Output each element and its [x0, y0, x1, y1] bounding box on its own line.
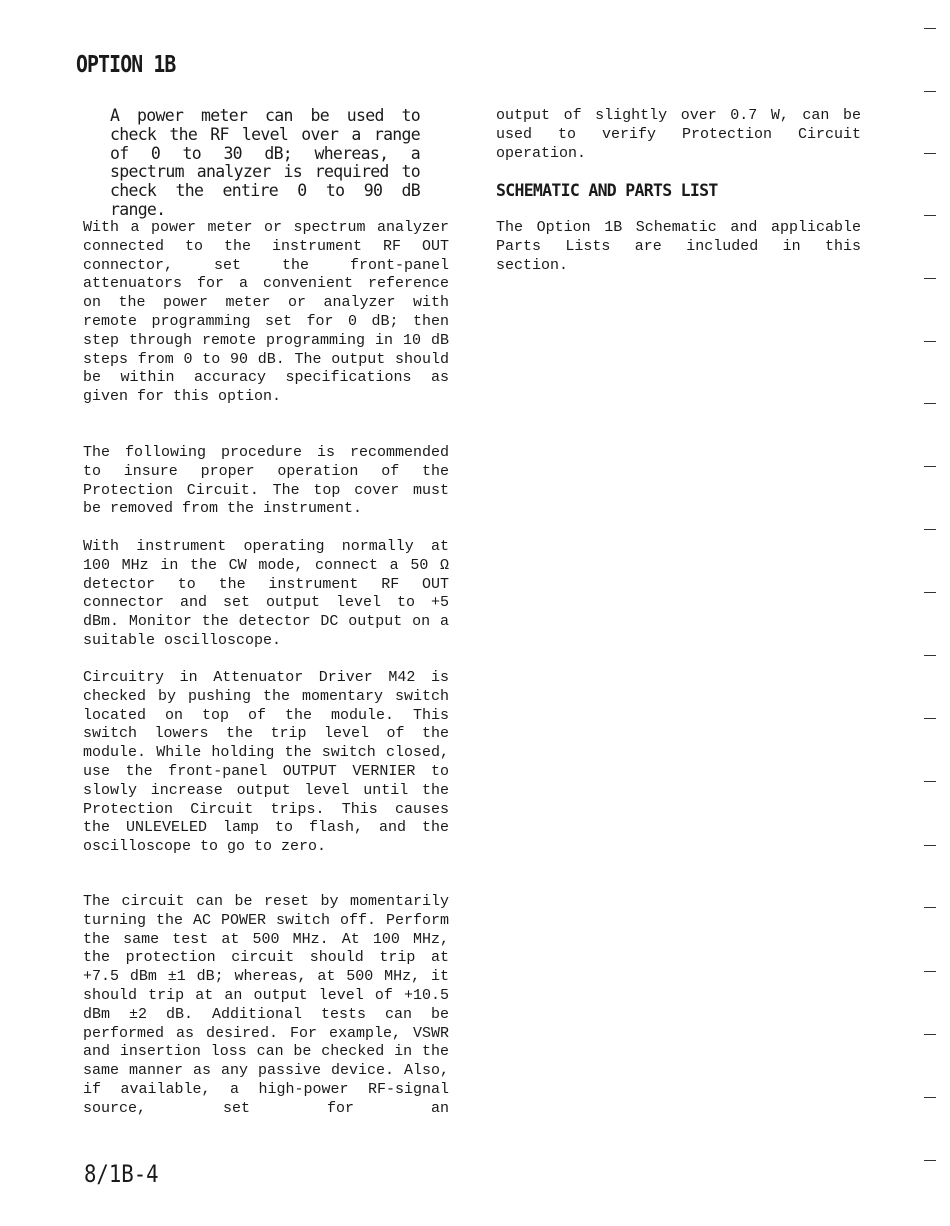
paragraph-schematic-info: The Option 1B Schematic and applicable Parts Lists are included in this section. — [496, 219, 861, 274]
paragraph-attenuator-driver-check: Circuitry in Attenuator Driver M42 is checked by pushing the momentary switch located on top of the module. This switch lowers the trip level of the module. While holding the switch closed, use the front-panel OUTPUT VERNIER to slowly increase output level until the Protection Circuit trips. This causes the UNLEVELED lamp to flash, and the oscilloscope to go to zero. — [83, 669, 449, 856]
paragraph-protection-circuit-intro: The following procedure is recommended to insure proper operation of the Protection Circuit. The top cover must be removed from the instrument. — [83, 444, 449, 518]
paragraph-detector-setup: With instrument operating normally at 100 MHz in the CW mode, connect a 50 Ω detector to the instrument RF OUT connector and set output level to +5 dBm. Monitor the detector DC output on a suitable oscilloscope. — [83, 538, 449, 649]
page-heading: OPTION 1B — [76, 52, 176, 78]
paragraph-reset-and-tests: The circuit can be reset by momentarily turning the AC POWER switch off. Perform the same test at 500 MHz. At 100 MHz, the protection circuit should trip at +7.5 dBm ±1 dB; whereas, at 500 MHz, it should trip at an output level of +10.5 dBm ±2 dB. Additional tests can be performed as desired. For example, VSWR and insertion loss can be checked in the same manner as any passive device. Also, if available, a high-power RF-signal source, set for an — [83, 893, 449, 1117]
paragraph-high-power-source: output of slightly over 0.7 W, can be used to verify Protection Circuit operation. — [496, 107, 861, 162]
page-number: 8/1B-4 — [84, 1160, 159, 1188]
power-meter-note: A power meter can be used to check the RF level over a range of 0 to 30 dB; whereas, a spectrum analyzer is required to check the entire 0 to 90 dB range. — [110, 106, 420, 219]
section-heading-schematic: SCHEMATIC AND PARTS LIST — [496, 181, 718, 200]
paragraph-power-meter-procedure: With a power meter or spectrum analyzer connected to the instrument RF OUT connector, set the front-panel attenuators for a convenient reference on the power meter or analyzer with remote programming set for 0 dB; then step through remote programming in 10 dB steps from 0 to 90 dB. The output should be within accuracy specifications as given for this option. — [83, 219, 449, 406]
